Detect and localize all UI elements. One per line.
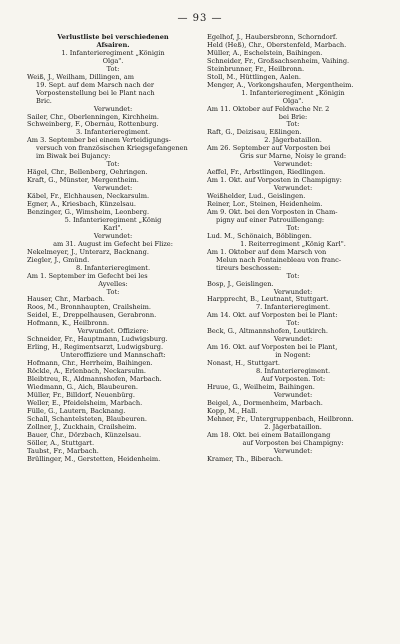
text-line: 5. Infanterieregiment „König xyxy=(64,216,162,224)
text-line: Bric. xyxy=(36,97,52,105)
text-line: Mehner, Fr., Untergruppenbach, Heilbronn. xyxy=(207,415,354,423)
text-line: Harpprecht, B., Leutnant, Stuttgart. xyxy=(207,296,329,304)
text-line: in Nogent: xyxy=(275,352,311,360)
text-line: Auf Vorposten. Tot: xyxy=(260,375,326,383)
text-line: Verwundet: xyxy=(273,185,313,193)
text-line: Röckle, A., Erlenbach, Neckarsulm. xyxy=(27,368,146,376)
text-line: Am 1. Oktober auf dem Marsch von xyxy=(207,248,327,256)
text-line: 2. Jägerbataillon. xyxy=(264,423,322,431)
text-line: Verwundet: xyxy=(93,105,133,113)
text-line: Müller, Fr., Billdorf, Neuenbürg. xyxy=(27,391,135,399)
text-line: Erling, H., Regimentsarzt, Ludwigsburg. xyxy=(27,344,164,352)
text-line: Hägel, Chr., Bellenberg, Oehringen. xyxy=(27,169,148,177)
text-line: Am 1. September im Gefecht bei les xyxy=(27,272,148,280)
text-line: Nekelmeyer, J., Unterarz, Backnang. xyxy=(27,248,149,256)
text-line: Benzinger, G., Wimsheim, Leonberg. xyxy=(27,208,150,216)
text-line: Verwundet: xyxy=(273,447,313,455)
text-line: Verwundet: xyxy=(273,391,313,399)
text-line: 2. Jägerbataillon. xyxy=(264,137,322,145)
text-line: Am 16. Okt. auf Vorposten bei le Plant, xyxy=(207,344,338,352)
text-line: 1. Reiterregiment „König Karl". xyxy=(240,240,346,248)
text-line: Roos, M., Bronnhaupten, Crailsheim. xyxy=(27,304,151,312)
text-line: 7. Infanterieregiment. xyxy=(255,304,331,312)
text-line: Verwundet: xyxy=(273,161,313,169)
right-column xyxy=(207,34,379,463)
text-line: Am 9. Okt. bei den Vorposten in Cham- xyxy=(207,208,338,216)
text-line: im Biwak bei Bujancy: xyxy=(36,153,111,161)
text-line: bei Brie: xyxy=(278,113,308,121)
text-line: Verlustliste bei verschiedenen xyxy=(57,34,169,41)
text-line: Söller, A., Stuttgart. xyxy=(27,439,95,447)
text-line: Bleibtreu, R., Aldmannshofen, Marbach. xyxy=(27,375,162,383)
text-line: versuch von französischen Kriegsgefangenen xyxy=(36,145,188,153)
text-line: Gris sur Marne, Noisy le grand: xyxy=(239,153,347,161)
text-line: Lud. M., Schönaich, Böblingen. xyxy=(207,232,312,240)
text-line: 1. Infanterieregiment „Königin xyxy=(61,49,165,57)
text-line: 19. Sept. auf dem Marsch nach der xyxy=(36,81,154,89)
text-line: Olga". xyxy=(282,97,304,105)
text-line: Am 14. Okt. auf Vorposten bei le Plant: xyxy=(207,312,338,320)
text-line: Bauer, Chr., Dörzbach, Künzelsau. xyxy=(27,431,142,439)
text-line: Tot: xyxy=(106,288,120,296)
text-line: Ayvelles: xyxy=(98,280,128,288)
text-line: Am 1. Okt. auf Vorposten in Champigny: xyxy=(207,177,342,185)
text-line: Karl". xyxy=(103,224,123,232)
text-line: Am 11. Oktober auf Feldwache Nr. 2 xyxy=(207,105,330,113)
text-line: Egner, A., Kriesbach, Künzelsau. xyxy=(27,201,137,209)
text-line: Tot: xyxy=(286,320,300,328)
text-line: Tot: xyxy=(286,224,300,232)
text-line: Egelhof, J., Haubersbronn, Schorndorf. xyxy=(207,34,338,41)
text-line: Am 26. September auf Vorposten bei xyxy=(207,145,331,153)
text-line: Verwundet: xyxy=(273,336,313,344)
text-line: Verwundet: xyxy=(93,185,133,193)
text-line: Melun nach Fontainebleau von franc- xyxy=(216,256,342,264)
text-line: Am 18. Okt. bei einem Bataillongang xyxy=(207,431,331,439)
text-line: Verwundet. Offiziere: xyxy=(77,328,149,336)
text-line: Taubst, Fr., Marbach. xyxy=(27,447,99,455)
text-line: Held (Heß), Chr., Oberstenfeld, Marbach. xyxy=(207,41,347,49)
text-line: Zollner, J., Zuckhain, Crailsheim. xyxy=(27,423,137,431)
text-line: Fülle, G., Lautern, Backnang. xyxy=(27,407,126,415)
text-line: Seidel, E., Dreppelhausen, Gerabronn. xyxy=(27,312,157,320)
text-line: tireurs beschossen: xyxy=(216,264,282,272)
left-column xyxy=(27,34,199,463)
text-line: am 31. August im Gefecht bei Flize: xyxy=(53,240,173,248)
text-line: Reiner, Lor., Steinen, Heidenheim. xyxy=(207,201,323,209)
text-line: Afsairen. xyxy=(96,41,130,49)
text-line: Sailer, Chr., Oberlenningen, Kirchheim. xyxy=(27,113,160,121)
text-line: Hruue, G., Weilheim, Baihingen. xyxy=(207,383,315,391)
text-line: 8. Infanterieregiment. xyxy=(255,368,331,376)
text-line: Schneider, Fr., Hauptmann, Ludwigsburg. xyxy=(27,336,168,344)
text-line: Verwundet: xyxy=(93,232,133,240)
text-line: 3. Infanterieregiment. xyxy=(75,129,151,137)
text-line: Schneider, Fr., Großsachsenheim, Vaihing. xyxy=(207,57,350,65)
text-line: Schall, Schantelsteten, Blaubeuren. xyxy=(27,415,147,423)
text-line: Müller, A., Eschelstein, Baihingen. xyxy=(207,49,323,57)
text-line: Menger, A., Vorkongshaufen, Mergentheim. xyxy=(207,81,354,89)
text-line: Aeffel, Fr., Arbstlingen, Riedlingen. xyxy=(207,169,326,177)
text-line: Hofmann, K., Heilbronn. xyxy=(27,320,110,328)
text-line: Hofmann, Chr., Herrheim, Baihingen. xyxy=(27,360,153,368)
text-line: Hauser, Chr., Marbach. xyxy=(27,296,105,304)
text-line: Steinbrunner, Fr., Heilbronn. xyxy=(207,65,305,73)
text-line: Weller, E., Pfeidelsheim, Marbach. xyxy=(27,399,143,407)
text-line: Bosp, J., Geislingen. xyxy=(207,280,274,288)
text-line: pigny auf einer Patrouillengang: xyxy=(216,216,325,224)
text-line: Brüllinger, M., Gerstetten, Heidenheim. xyxy=(27,455,161,463)
text-line: 1. Infanterieregiment „Königin xyxy=(241,89,345,97)
text-line: Stoll, M., Hüttlingen, Aalen. xyxy=(207,73,301,81)
text-line: auf Vorposten bei Champigny: xyxy=(242,439,344,447)
text-line: Schweinberg, F., Obernau, Rottenburg. xyxy=(27,121,159,129)
text-line: Am 3. September bei einem Verteidigungs- xyxy=(27,137,171,145)
text-line: Käbel, Fr., Elchhausen, Neckarsulm. xyxy=(27,193,150,201)
text-line: Tot: xyxy=(286,121,300,129)
text-line: Nonast, H., Stuttgart. xyxy=(207,360,280,368)
page-number: — 93 — xyxy=(177,13,223,24)
text-line: 8. Infanterieregiment. xyxy=(75,264,151,272)
text-line: Weiß, J., Weilham, Dillingen, am xyxy=(27,73,134,81)
text-line: Ziegler, J., Gmünd. xyxy=(27,256,90,264)
text-line: Weißhelder, Lud., Geislingen. xyxy=(207,193,306,201)
text-line: Beigel, A., Dormenheim, Marbach. xyxy=(207,399,323,407)
text-line: Kopp, M., Hall. xyxy=(207,407,258,415)
text-line: Raft, G., Deizisau, Eßlingen. xyxy=(207,129,302,137)
text-line: Beck, G., Altmannshofen, Leutkirch. xyxy=(207,328,328,336)
text-line: Unteroffiziere und Mannschaft: xyxy=(60,352,166,360)
text-line: Tot: xyxy=(106,65,120,73)
text-line: Kramer, Th., Biberach. xyxy=(207,455,283,463)
text-line: Kraft, G., Münster, Mergentheim. xyxy=(27,177,139,185)
text-line: Vorpostenstellung bei le Plant nach xyxy=(36,89,155,97)
text-line: Olga". xyxy=(102,57,124,65)
text-line: Verwundet: xyxy=(273,288,313,296)
text-line: Wiedmann, G., Aich, Blaubeuren. xyxy=(27,383,138,391)
text-line: Tot: xyxy=(286,272,300,280)
text-line: Tot: xyxy=(106,161,120,169)
